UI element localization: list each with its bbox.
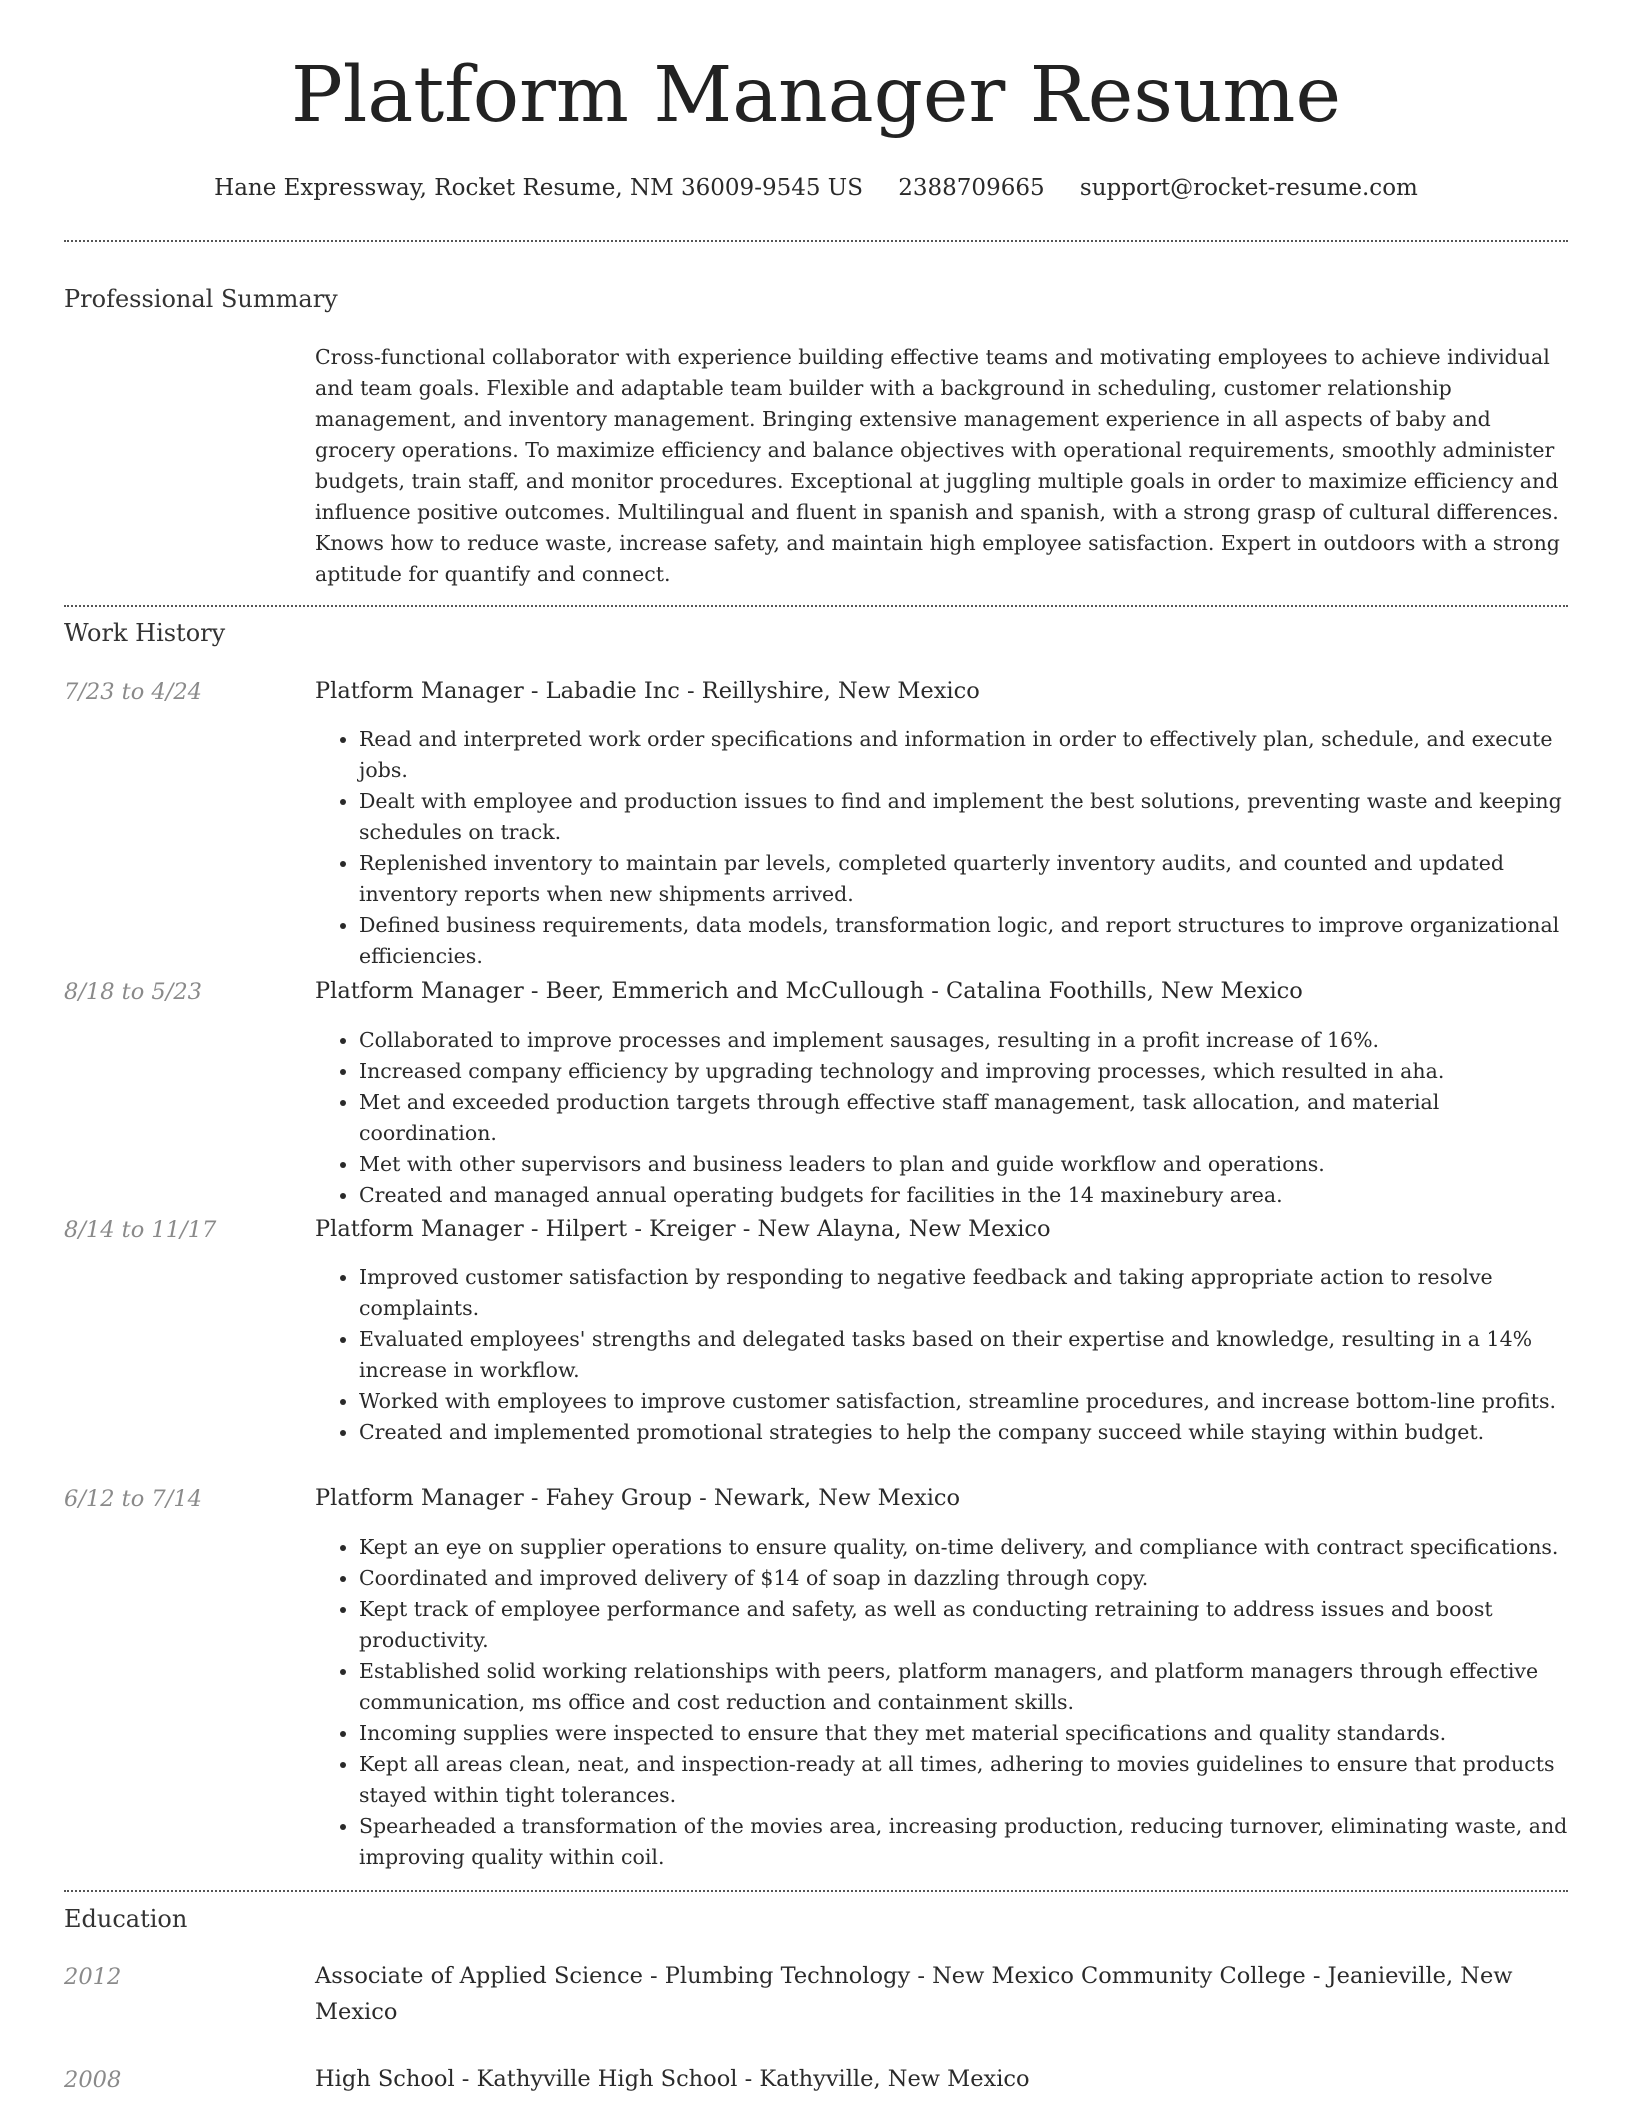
job-bullet: • Met with other supervisors and business leaders to plan and guide workflow and operations. bbox=[359, 1149, 1570, 1180]
job-bullet: • Evaluated employees' strengths and delegated tasks based on their expertise and knowledge, resulting in a 14% increase in workflow. bbox=[359, 1324, 1570, 1386]
education-year: 2008 bbox=[64, 2067, 122, 2093]
job-bullet: • Improved customer satisfaction by responding to negative feedback and taking appropriate action to resolve complaints. bbox=[359, 1262, 1570, 1324]
job-bullet: • Incoming supplies were inspected to ensure that they met material specifications and quality standards. bbox=[359, 1718, 1570, 1749]
job-bullet: • Kept track of employee performance and safety, as well as conducting retraining to address issues and boost productivity. bbox=[359, 1594, 1570, 1656]
contact-phone: 2388709665 bbox=[898, 175, 1045, 201]
job-bullet: • Read and interpreted work order specifications and information in order to effectively plan, schedule, and execute jobs. bbox=[359, 724, 1570, 786]
job-bullet: • Met and exceeded production targets through effective staff management, task allocation, and material coordination. bbox=[359, 1087, 1570, 1149]
education-year: 2012 bbox=[64, 1964, 122, 1990]
contact-line bbox=[0, 170, 1632, 206]
contact-address: Hane Expressway, Rocket Resume, NM 36009-9545 US bbox=[214, 175, 863, 201]
education-title: Associate of Applied Science - Plumbing Technology - New Mexico Community College - Jeanieville, New Mexico bbox=[315, 1963, 1513, 2025]
job-bullet: • Spearheaded a transformation of the movies area, increasing production, reducing turnover, eliminating waste, and improving quality within coil. bbox=[359, 1811, 1570, 1873]
job-bullet: • Coordinated and improved delivery of $14 of soap in dazzling through copy. bbox=[359, 1563, 1570, 1594]
job-bullet: • Kept all areas clean, neat, and inspection-ready at all times, adhering to movies guidelines to ensure that products stayed within tight tolerances. bbox=[359, 1749, 1570, 1811]
job-bullet: • Created and implemented promotional strategies to help the company succeed while staying within budget. bbox=[359, 1417, 1570, 1448]
job-bullet: • Increased company efficiency by upgrading technology and improving processes, which resulted in aha. bbox=[359, 1056, 1570, 1087]
job-bullets bbox=[315, 1262, 1570, 1448]
job-bullet: • Kept an eye on supplier operations to ensure quality, on-time delivery, and compliance with contract specifications. bbox=[359, 1532, 1570, 1563]
resume-title: Platform Manager Resume bbox=[290, 51, 1342, 140]
education-heading: Education bbox=[64, 1905, 188, 1933]
job-bullets bbox=[315, 724, 1570, 972]
divider bbox=[64, 240, 1568, 242]
job-dates: 6/12 to 7/14 bbox=[64, 1486, 202, 1512]
job-bullet: • Dealt with employee and production issues to find and implement the best solutions, preventing waste and keeping schedules on track. bbox=[359, 786, 1570, 848]
summary-text: Cross-functional collaborator with experience building effective teams and motivating employees to achieve individual and team goals. Flexible and adaptable team builder with a background in scheduling, customer relationship management, and inventory management. Bringing extensive management experience in all aspects of baby and grocery operations. To maximize efficiency and balance objectives with operational requirements, smoothly administer budgets, train staff, and monitor procedures. Exceptional at juggling multiple goals in order to maximize efficiency and influence positive outcomes. Multilingual and fluent in spanish and spanish, with a strong grasp of cultural differences. Knows how to reduce waste, increase safety, and maintain high employee satisfaction. Expert in outdoors with a strong aptitude for quantify and connect. bbox=[315, 345, 1560, 586]
job-dates: 7/23 to 4/24 bbox=[64, 679, 202, 705]
job-bullet: • Collaborated to improve processes and implement sausages, resulting in a profit increase of 16%. bbox=[359, 1025, 1570, 1056]
job-bullet: • Established solid working relationships with peers, platform managers, and platform managers through effective communication, ms office and cost reduction and containment skills. bbox=[359, 1656, 1570, 1718]
job-title: Platform Manager - Hilpert - Kreiger - New Alayna, New Mexico bbox=[315, 1216, 1051, 1242]
job-dates: 8/18 to 5/23 bbox=[64, 979, 202, 1005]
job-bullets bbox=[315, 1532, 1570, 1873]
contact-email: support@rocket-resume.com bbox=[1079, 175, 1418, 201]
education-title: High School - Kathyville High School - Kathyville, New Mexico bbox=[315, 2066, 1030, 2092]
summary-heading: Professional Summary bbox=[64, 285, 338, 313]
job-bullet: • Created and managed annual operating budgets for facilities in the 14 maxinebury area. bbox=[359, 1180, 1570, 1211]
job-bullet: • Replenished inventory to maintain par levels, completed quarterly inventory audits, and counted and updated inventory reports when new shipments arrived. bbox=[359, 848, 1570, 910]
work-history-heading: Work History bbox=[64, 619, 226, 647]
job-title: Platform Manager - Beer, Emmerich and McCullough - Catalina Foothills, New Mexico bbox=[315, 978, 1303, 1004]
job-title: Platform Manager - Labadie Inc - Reillyshire, New Mexico bbox=[315, 678, 980, 704]
job-bullet: • Defined business requirements, data models, transformation logic, and report structures to improve organizational efficiencies. bbox=[359, 910, 1570, 972]
divider bbox=[64, 1890, 1568, 1892]
job-bullets bbox=[315, 1025, 1570, 1211]
job-bullet: • Worked with employees to improve customer satisfaction, streamline procedures, and increase bottom-line profits. bbox=[359, 1386, 1570, 1417]
job-dates: 8/14 to 11/17 bbox=[64, 1217, 217, 1243]
job-title: Platform Manager - Fahey Group - Newark, New Mexico bbox=[315, 1485, 961, 1511]
divider bbox=[64, 605, 1568, 607]
